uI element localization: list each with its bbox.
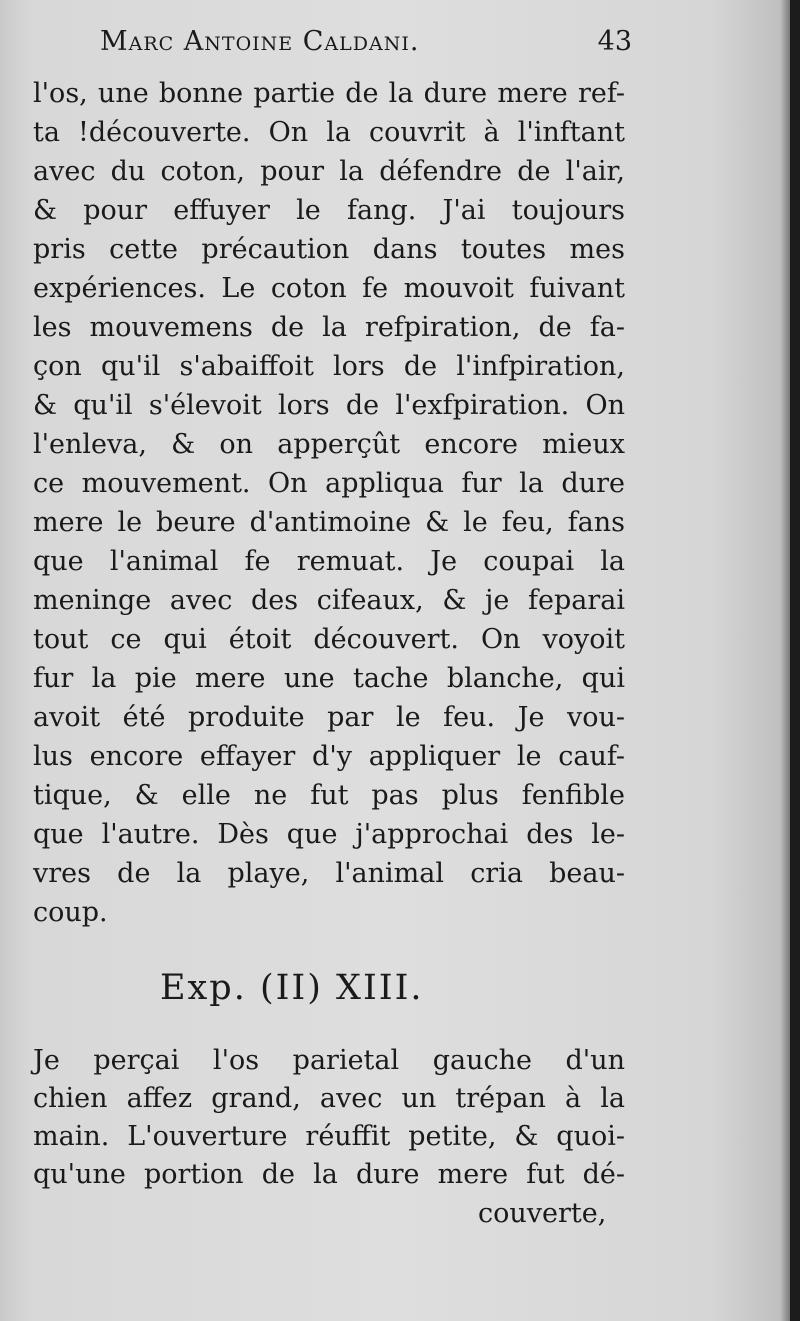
text-line: main. L'ouverture réuffit petite, & quoi-	[33, 1121, 625, 1152]
text-line: & qu'il s'élevoit lors de l'exfpiration. On	[33, 390, 625, 421]
text-line: tique, & elle ne fut pas plus fenfible	[33, 780, 625, 811]
text-line: tout ce qui étoit découvert. On voyoit	[33, 624, 625, 655]
body-text	[33, 74, 625, 932]
text-line: les mouvemens de la refpiration, de fa-	[33, 312, 625, 343]
text-line: ta !découverte. On la couvrit à l'inftant	[33, 117, 625, 148]
text-line: chien affez grand, avec un trépan à la	[33, 1083, 625, 1114]
text-line: meninge avec des cifeaux, & je feparai	[33, 585, 625, 616]
section-heading: Exp. (II) XIII.	[160, 968, 424, 1008]
text-line: que l'autre. Dès que j'approchai des le-	[33, 819, 625, 850]
text-line: l'os, une bonne partie de la dure mere ref-	[33, 78, 625, 109]
running-head	[100, 26, 632, 66]
text-line: mere le beure d'antimoine & le feu, fans	[33, 507, 625, 538]
text-line: avec du coton, pour la défendre de l'air,	[33, 156, 625, 187]
running-title: Marc Antoine Caldani.	[100, 26, 420, 57]
text-line: l'enleva, & on apperçût encore mieux	[33, 429, 625, 460]
text-line: que l'animal fe remuat. Je coupai la	[33, 546, 625, 577]
page-number: 43	[597, 26, 632, 57]
section-text	[33, 1042, 625, 1194]
catchword: couverte,	[478, 1198, 607, 1229]
text-line: ce mouvement. On appliqua fur la dure	[33, 468, 625, 499]
text-line: avoit été produite par le feu. Je vou-	[33, 702, 625, 733]
text-line: qu'une portion de la dure mere fut dé-	[33, 1159, 625, 1190]
text-line: çon qu'il s'abaiffoit lors de l'infpiration,	[33, 351, 625, 382]
text-line: lus encore effayer d'y appliquer le cauf-	[33, 741, 625, 772]
text-line: & pour effuyer le fang. J'ai toujours	[33, 195, 625, 226]
text-line: coup.	[33, 897, 108, 928]
text-line: fur la pie mere une tache blanche, qui	[33, 663, 625, 694]
text-line: Je perçai l'os parietal gauche d'un	[33, 1045, 625, 1076]
text-line: expériences. Le coton fe mouvoit fuivant	[33, 273, 625, 304]
text-line: pris cette précaution dans toutes mes	[33, 234, 625, 265]
text-line: vres de la playe, l'animal cria beau-	[33, 858, 625, 889]
